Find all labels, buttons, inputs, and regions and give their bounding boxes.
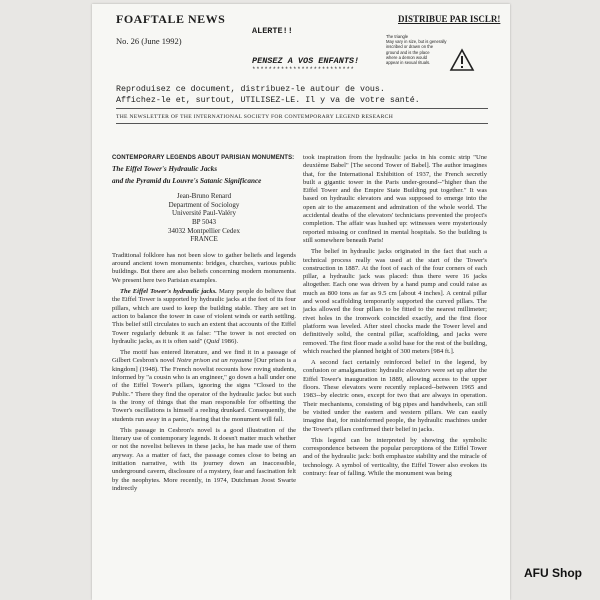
article-column-right <box>303 154 487 481</box>
article-paragraph-2: The motif has entered literature, and we find it in a passage of Gilbert Cesbron's novel Notre prison est un royaume [Our prison is a kingdom] (1948). The French novelist recounts how roving students, informed by "a cousin who is an engineer," go down a hall under one of the Eiffel Tower's pillars, ignoring the signs "Closed to the Public." There they find the operator of the hydraulic jacks: but such is the irony of things that the man responsible for offsetting the Tower's oscillations is himself a reeling drunkard. Consequently, the students run away in a panic, fearing that the monument will fall. <box>112 349 296 423</box>
alert-heading: ALERTE!! <box>252 26 293 36</box>
society-subtitle: THE NEWSLETTER OF THE INTERNATIONAL SOCIETY FOR CONTEMPORARY LEGEND RESEARCH <box>116 114 394 120</box>
article-paragraph-4: took inspiration from the hydraulic jacks in his comic strip "Une deuxième Babel" [The second Tower of Babel]. The author imagines that, for the International Exhibition of 1937, the French secretly built a gigantic tower in the Paris under-ground--"higher than the Eiffel Tower and the Empire State Building put together." It was based on hydraulic elevators and was supposed to emerge into the open air to the amazement and admiration of the whole world. The accidental deaths of the elevators' technicians prevented the project's completion. The affair was hushed up: witnesses were mysteriously reported missing or confined in mental hospitals. So the building is still somewhere beneath Paris! <box>303 154 487 244</box>
author-country: FRANCE <box>190 235 218 244</box>
star-divider: ************************* <box>252 66 355 73</box>
author-name: Jean-Bruno Renard <box>176 192 232 201</box>
section-heading-hydraulic-jacks: The Eiffel Tower's hydraulic jacks. <box>120 288 217 296</box>
newsletter-page <box>92 4 510 600</box>
author-city: 34032 Montpellier Cedex <box>168 226 240 235</box>
article-paragraph-1: The Eiffel Tower's hydraulic jacks. Many people do believe that the Eiffel Tower is supported by hydraulic jacks at the feet of its four pillars, which are used to keep the building stable. They are set in action to balance the tower in case of violent winds or earth settling. This belief still circulates to such an extent that accounts of the Eiffel Tower regularly debunk it as false: "The tower is not erected on hydraulic jacks, as it is often said" (Quid 1986). <box>112 288 296 345</box>
article-paragraph-5: The belief in hydraulic jacks originated in the fact that such a technical process really was used at the start of the Tower's construction in 1887. At the foot of each of the four corners of each pillar, a hydraulic jack was placed: thus there were 16 jacks altogether. Each one was driven by a hand pump and could raise as much as 800 tons as far as 9.5 cm [about 4 inches]. A central pillar and wood scaffolding temporarily supported the curved pillars. The jacks allowed the four pillars to be fitted to the nearest millimeter; rivet holes in the ironwork coincided exactly, and the first floor platform was leveled. After steel chocks made the Tower level and definitively solid, the central pillar, scaffolding, and jacks were removed. The first floor made a solid base for the rest of the building, which reached the planned height of 300 meters [984 ft.]. <box>303 248 487 355</box>
masthead-rule-top <box>116 108 488 109</box>
pensez-heading: PENSEZ A VOS ENFANTS! <box>252 56 360 66</box>
article-title-line-1: The Eiffel Tower's Hydraulic Jacks <box>112 165 218 174</box>
reproduce-instruction: Reproduisez ce document, distribuez-le autour de vous. Affichez-le et, surtout, UTILISEZ-LE. Il y va de votre santé. <box>116 85 420 105</box>
author-university: Université Paul-Valéry <box>172 209 236 218</box>
author-block <box>112 192 296 244</box>
novel-title: Notre prison est un royaume <box>176 357 253 365</box>
article-paragraph-6: A second fact certainly reinforced belief in the legend, by confusion or amalgamation: hydraulic elevators were set up after the Eiffel Tower's inauguration in 1889, allowing access to the upper floors. These elevators were recently replaced--between 1965 and 1983--by electric ones, except for two that are always in operation. Their mechanisms, consisting of big pipes and handwheels, can still be visited under the eastern and western pillars. We can easily imagine that, for misinformed people, the hydraulic machines under the Tower's pillars confirmed their belief in jacks. <box>303 359 487 433</box>
issue-number: No. 26 (June 1992) <box>116 36 182 46</box>
shop-watermark: AFU Shop <box>524 566 582 580</box>
author-department: Department of Sociology <box>168 200 240 209</box>
newsletter-title: FOAFTALE NEWS <box>116 12 226 26</box>
triangle-note: The triangle May vary in size, but is generally inscribed or drawn on the ground and is the place where a demon would appear in sexual rituals. <box>386 34 447 66</box>
masthead-rule-bottom <box>116 123 488 124</box>
article-series: CONTEMPORARY LEGENDS ABOUT PARISIAN MONUMENTS: <box>112 155 295 161</box>
article-paragraph-3: This passage in Cesbron's novel is a good illustration of the literary use of contemporary legends. It doesn't matter much whether or not the novelist believes in these jacks, he has made use of them anyway. As a matter of fact, the passage comes close to being an initiation narrative, with its journey down an inaccessible, underground cavern, disclosure of a mystery, fear and fascination felt by the neophytes. More recently, in 1974, Dutchman Joost Swarte indirectly <box>112 426 296 492</box>
warning-triangle-icon <box>449 48 475 72</box>
article-title-line-2: and the Pyramid du Louvre's Satanic Significance <box>112 177 262 186</box>
distribue-note: DISTRIBUE PAR ISCLR! <box>398 14 501 24</box>
article-paragraph-7: This legend can be interpreted by showing the symbolic correspondence between the popular perceptions of the Eiffel Tower and of the hydraulic jack: both emphasize stability and the miracle of technology. A symbol of verticality, the Eiffel Tower also evokes its contrary: fear of falling. While the monument was being <box>303 436 487 477</box>
author-po-box: BP 5043 <box>191 218 217 227</box>
article-intro: Traditional folklore has not been slow to gather beliefs and legends around ancient town monuments: bridges, churches, various public buildings. But there are also beliefs concerning modern monuments. We present here two Parisian examples. <box>112 251 296 284</box>
article-column-left <box>112 154 296 496</box>
